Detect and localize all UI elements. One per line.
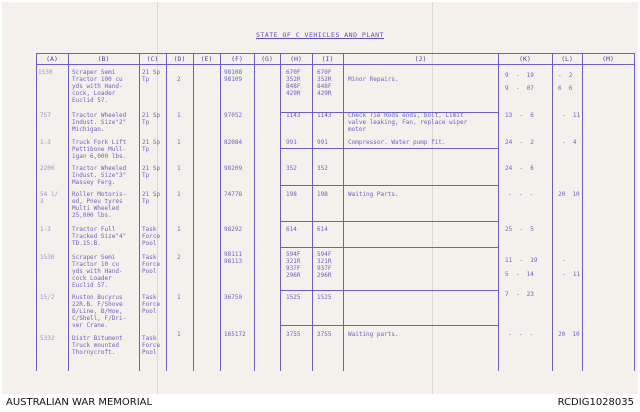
row-ref: 1530 [38, 69, 53, 76]
item-number: 98111 98113 [224, 251, 243, 265]
row-ref: 54 1/ 3 [40, 191, 59, 205]
column-header-m: (M) [602, 55, 614, 63]
value-k: 13 - 6 [505, 112, 534, 119]
value-k: 24 - 6 [505, 165, 534, 172]
value-h: 198 [286, 191, 297, 198]
value-h: 594F 321R 937F 296R [286, 251, 301, 279]
item-quantity: 1 [177, 139, 181, 146]
value-h: 991 [286, 139, 297, 146]
item-number: 97052 [224, 112, 243, 119]
value-l: - - 11 [562, 257, 581, 278]
value-i: 594F 321R 937F 296R [317, 251, 332, 279]
item-number: 98209 [224, 165, 243, 172]
column-header-l: (L) [561, 55, 573, 63]
item-description: Scraper Semi Tractor 10 cu yds with Hand- cock Loader Euclid 57. [72, 254, 123, 289]
value-i: 198 [317, 191, 328, 198]
item-type: 21 Sp Tp [142, 191, 161, 205]
row-rule [280, 247, 498, 248]
value-l: 20 10 [558, 191, 580, 198]
column-divider [280, 53, 281, 371]
item-quantity: 1 [177, 191, 181, 198]
column-divider [312, 53, 313, 371]
item-type: Task Force Pool [142, 226, 161, 247]
column-divider [36, 53, 37, 371]
value-i: 1143 [317, 112, 332, 119]
archive-reference: RCDIG1028035 [557, 397, 634, 408]
item-description: Tractor Wheeled Indust. Size"3" Massey Ferg. [72, 165, 127, 186]
column-header-i: (I) [321, 55, 334, 63]
value-h: 1143 [286, 112, 301, 119]
item-quantity: 1 [177, 112, 181, 119]
value-h: 352 [286, 165, 297, 172]
item-quantity: 1 [177, 331, 181, 338]
item-type: 21 Sp Tp [142, 69, 161, 83]
remarks: Compressor. Water pump fit. [348, 139, 446, 146]
remarks: Check Tie Rods ends, bolt, Limit valve leaking, Fan, replace wiper motor [348, 112, 468, 133]
row-ref: 2200 [40, 165, 55, 172]
column-divider [254, 53, 255, 371]
item-number: 74778 [224, 191, 243, 198]
value-l: 20 10 [558, 331, 580, 338]
item-quantity: 1 [177, 294, 181, 301]
item-quantity: 2 [177, 76, 181, 83]
item-description: Truck Fork Lift Pettibone Mull- igan 6,000 lbs. [72, 139, 127, 160]
row-ref: 15/2 [40, 294, 55, 301]
value-l: - 4 [562, 139, 577, 146]
row-rule [280, 325, 498, 326]
row-rule [280, 148, 498, 149]
value-i: 352 [317, 165, 328, 172]
archive-footer [0, 394, 640, 412]
item-quantity: 1 [177, 165, 181, 172]
row-rule [280, 185, 498, 186]
column-header-g: (G) [261, 55, 273, 63]
item-description: Scraper Semi Tractor 100 cu yds with Hand- cock, Loader Euclid 57. [72, 69, 123, 104]
value-l: - 2 6 6 [558, 72, 573, 92]
item-number: 98108 98109 [224, 69, 243, 83]
row-ref: 1-3 [40, 139, 51, 146]
value-i: 670F 352R 848F 429R [317, 69, 332, 97]
item-quantity: 2 [177, 254, 181, 261]
value-k: 25 - 5 [505, 226, 534, 233]
value-h: 670F 352R 848F 429R [286, 69, 301, 97]
document-sheet [2, 2, 638, 394]
row-rule [280, 290, 498, 291]
value-k: - - - [508, 331, 534, 338]
column-header-b: (B) [97, 55, 110, 63]
value-k: 7 - 23 [505, 291, 534, 298]
value-i: 3755 [317, 331, 332, 338]
table-border-top [36, 53, 634, 54]
value-i: 991 [317, 139, 328, 146]
remarks: Minor Repairs. [348, 76, 399, 83]
item-number: 36750 [224, 294, 243, 301]
item-type: 21 Sp Tp [142, 139, 161, 153]
column-header-e: (E) [200, 55, 213, 63]
value-h: 614 [286, 226, 297, 233]
column-divider [582, 53, 583, 371]
item-description: Tractor Full Tracked Size"4" TD.15.B. [72, 226, 127, 247]
column-header-d: (D) [173, 55, 186, 63]
column-divider [634, 53, 635, 371]
column-header-a: (A) [46, 55, 58, 63]
column-divider [343, 53, 344, 371]
remarks: Waiting parts. [348, 331, 399, 338]
item-description: Roller Motoris- ed, Pneu tyres Multi Wheeled 25,000 lbs. [72, 191, 127, 219]
column-divider [166, 53, 167, 371]
remarks: Waiting Parts. [348, 191, 399, 198]
archive-name: AUSTRALIAN WAR MEMORIAL [6, 397, 153, 408]
row-rule [280, 221, 498, 222]
row-ref: 5332 [40, 335, 55, 342]
value-h: 1525 [286, 294, 301, 301]
item-type: 21 Sp Tp [142, 112, 161, 126]
row-ref: 1-3 [40, 226, 51, 233]
item-quantity: 1 [177, 226, 181, 233]
item-description: Distr Bitument Truck mounted Thornycroft. [72, 335, 123, 356]
column-header-c: (C) [146, 55, 159, 63]
column-divider [68, 53, 69, 371]
value-l: - 11 [562, 112, 581, 119]
item-type: Task Force Pool [142, 335, 161, 356]
item-type: Task Force Pool [142, 254, 161, 275]
column-divider [552, 53, 553, 371]
column-header-f: (F) [231, 55, 243, 63]
column-divider [193, 53, 194, 371]
value-i: 614 [317, 226, 328, 233]
item-number: 82084 [224, 139, 243, 146]
value-i: 1525 [317, 294, 332, 301]
row-ref: 1530 [40, 254, 55, 261]
value-k: - - - [508, 191, 534, 198]
value-k: 9 - 19 9 - 07 [505, 72, 534, 92]
value-h: 3755 [286, 331, 301, 338]
item-type: Task Force Pool [142, 294, 161, 315]
column-header-k: (K) [519, 55, 531, 63]
item-description: Tractor Wheeled Indust. Size"2" Michigan. [72, 112, 127, 133]
document-title: STATE OF C VEHICLES AND PLANT [256, 31, 384, 39]
value-k: 24 - 2 [505, 139, 534, 146]
column-header-h: (H) [290, 55, 302, 63]
item-description: Ruston Bucyrus 22R.B. F/Shove B/Line, B/Hoe, C/Shell, F/Dri- ver Crane. [72, 294, 127, 329]
column-divider [220, 53, 221, 371]
column-divider [139, 53, 140, 371]
item-type: 21 Sp Tp [142, 165, 161, 179]
item-number: 98292 [224, 226, 243, 233]
value-k: 11 - 19 5 - 14 [505, 257, 538, 278]
row-ref: 757 [40, 112, 51, 119]
column-divider [498, 53, 499, 371]
item-number: 165172 [224, 331, 246, 338]
column-header-j: (J) [414, 55, 427, 63]
